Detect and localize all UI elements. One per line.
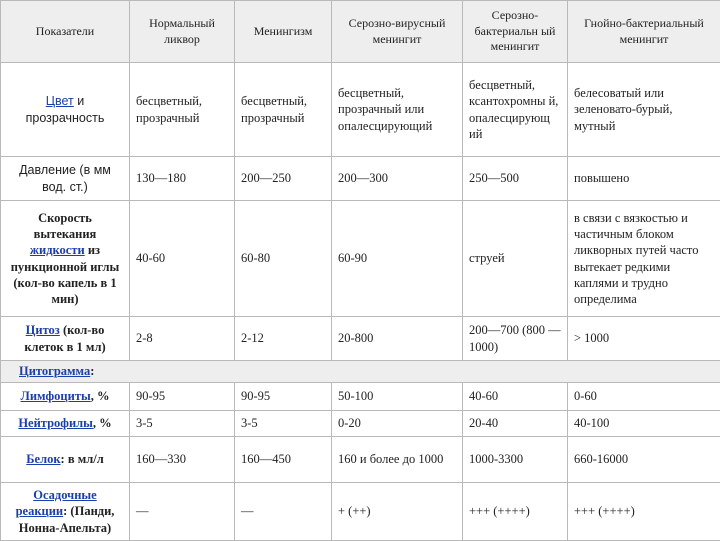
cell-pressure-meningism: 200—250: [235, 157, 332, 201]
header-row: [1, 1, 720, 63]
link-lymphocytes[interactable]: Лимфоциты: [21, 389, 91, 403]
header-normal: Нормальный ликвор: [130, 1, 235, 63]
table-row: [1, 483, 720, 541]
cell-neutrophils-meningism: 3-5: [235, 411, 332, 437]
row-label-flow: [1, 201, 130, 317]
cell-protein-normal: 160—330: [130, 437, 235, 483]
section-cytogram: [1, 361, 720, 383]
row-label-cytosis: [1, 317, 130, 361]
cell-cytosis-normal: 2-8: [130, 317, 235, 361]
table-row: [1, 201, 720, 317]
link-color[interactable]: Цвет: [46, 94, 74, 108]
label-text: из пункционной иглы (кол-во капель в 1 мин): [11, 243, 120, 306]
row-label-neutrophils: [1, 411, 130, 437]
cell-neutrophils-purulent-bacterial: 40-100: [568, 411, 720, 437]
cell-pressure-serous-bacterial: 250—500: [463, 157, 568, 201]
cell-cytosis-purulent-bacterial: > 1000: [568, 317, 720, 361]
label-text: : в мл/л: [61, 452, 104, 466]
link-sediment[interactable]: Осадочные реакции: [16, 488, 97, 518]
cell-flow-normal: 40-60: [130, 201, 235, 317]
link-neutrophils[interactable]: Нейтрофилы: [18, 416, 93, 430]
header-indicator: Показатели: [1, 1, 130, 63]
label-text: и прозрачность: [26, 94, 105, 124]
cell-flow-serous-bacterial: струей: [463, 201, 568, 317]
link-protein[interactable]: Белок: [26, 452, 60, 466]
cell-neutrophils-normal: 3-5: [130, 411, 235, 437]
link-cytogram[interactable]: Цитограмма: [19, 364, 90, 378]
row-label-protein: [1, 437, 130, 483]
cell-neutrophils-serous-bacterial: 20-40: [463, 411, 568, 437]
row-label-sediment: [1, 483, 130, 541]
cell-pressure-purulent-bacterial: повышено: [568, 157, 720, 201]
link-cytosis[interactable]: Цитоз: [26, 323, 60, 337]
cell-sediment-purulent-bacterial: +++ (++++): [568, 483, 720, 541]
header-meningism: Менингизм: [235, 1, 332, 63]
label-text: , %: [93, 416, 112, 430]
header-purulent-bacterial: Гнойно-бактериальный менингит: [568, 1, 720, 63]
cell-neutrophils-serous-viral: 0-20: [332, 411, 463, 437]
cell-color-serous-bacterial: бесцветный, ксантохромны й, опалесцирующ ий: [463, 63, 568, 157]
cell-protein-purulent-bacterial: 660-16000: [568, 437, 720, 483]
header-serous-viral: Серозно-вирусный менингит: [332, 1, 463, 63]
table-row: [1, 437, 720, 483]
cell-pressure-normal: 130—180: [130, 157, 235, 201]
cell-lymphocytes-serous-bacterial: 40-60: [463, 383, 568, 411]
cell-protein-meningism: 160—450: [235, 437, 332, 483]
table-row: [1, 411, 720, 437]
cell-sediment-serous-viral: + (++): [332, 483, 463, 541]
cell-cytosis-meningism: 2-12: [235, 317, 332, 361]
row-label-lymphocytes: [1, 383, 130, 411]
row-label-pressure: Давление (в мм вод. ст.): [1, 157, 130, 201]
label-text: :: [90, 364, 94, 378]
label-text: , %: [91, 389, 110, 403]
cell-color-serous-viral: бесцветный, прозрачный или опалесцирующий: [332, 63, 463, 157]
cell-lymphocytes-purulent-bacterial: 0-60: [568, 383, 720, 411]
cell-flow-purulent-bacterial: в связи с вязкостью и частичным блоком ликворных путей часто вытекает редкими каплями и трудно определима: [568, 201, 720, 317]
cell-protein-serous-bacterial: 1000-3300: [463, 437, 568, 483]
cell-lymphocytes-normal: 90-95: [130, 383, 235, 411]
cell-lymphocytes-meningism: 90-95: [235, 383, 332, 411]
cell-flow-serous-viral: 60-90: [332, 201, 463, 317]
label-text: (кол-во клеток в 1 мл): [24, 323, 105, 353]
cell-color-purulent-bacterial: белесоватый или зеленовато-бурый, мутный: [568, 63, 720, 157]
label-text: Скорость вытекания: [34, 211, 97, 241]
header-serous-bacterial: Серозно-бактериальн ый менингит: [463, 1, 568, 63]
cell-cytosis-serous-bacterial: 200—700 (800 —1000): [463, 317, 568, 361]
cell-color-meningism: бесцветный, прозрачный: [235, 63, 332, 157]
table-row: [1, 157, 720, 201]
cell-color-normal: бесцветный, прозрачный: [130, 63, 235, 157]
label-text: : (Панди, Нонна-Апельта): [19, 504, 115, 534]
cell-lymphocytes-serous-viral: 50-100: [332, 383, 463, 411]
cell-flow-meningism: 60-80: [235, 201, 332, 317]
cell-pressure-serous-viral: 200—300: [332, 157, 463, 201]
cell-sediment-meningism: —: [235, 483, 332, 541]
link-liquid[interactable]: жидкости: [30, 243, 85, 257]
table-row: [1, 383, 720, 411]
cell-protein-serous-viral: 160 и более до 1000: [332, 437, 463, 483]
row-label-color: [1, 63, 130, 157]
table-row: [1, 63, 720, 157]
section-row: [1, 361, 720, 383]
table-row: [1, 317, 720, 361]
cell-sediment-serous-bacterial: +++ (++++): [463, 483, 568, 541]
cell-cytosis-serous-viral: 20-800: [332, 317, 463, 361]
cell-sediment-normal: —: [130, 483, 235, 541]
